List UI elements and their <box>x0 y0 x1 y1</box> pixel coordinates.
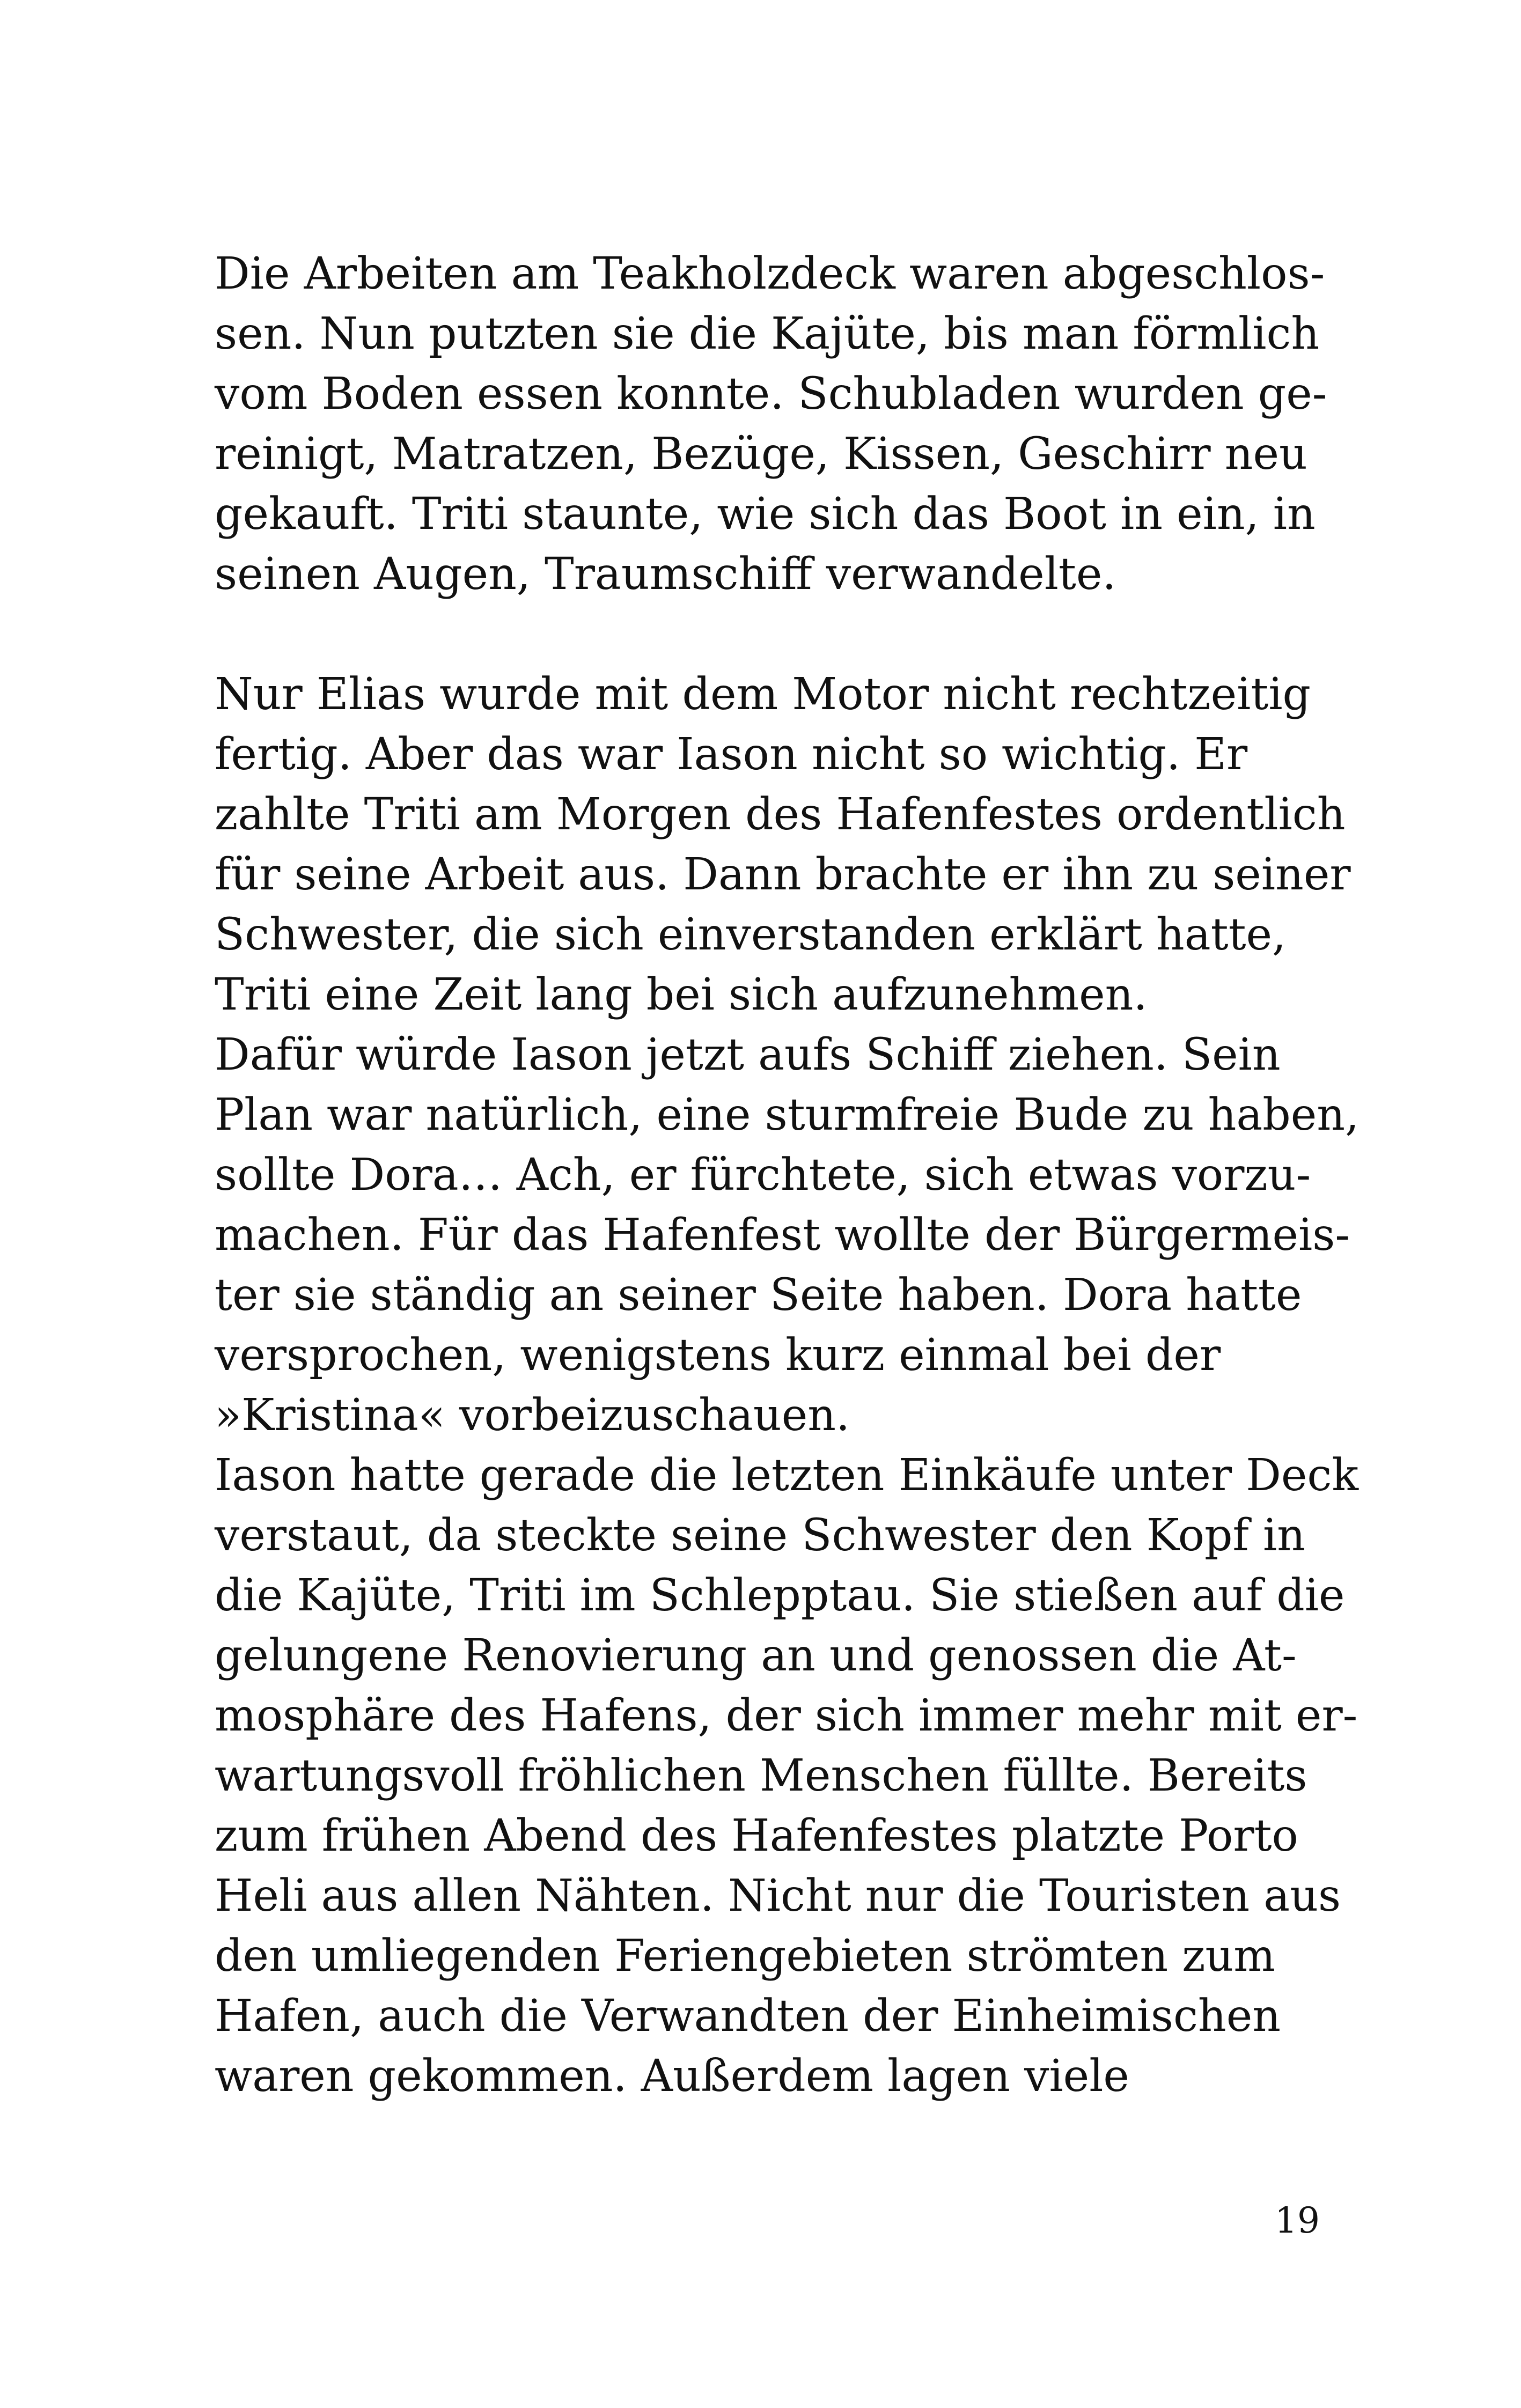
text-line: Nur Elias wurde mit dem Motor nicht rechtzeitig <box>215 669 1311 720</box>
text-line: Hafen, auch die Verwandten der Einheimischen <box>215 1991 1281 2042</box>
text-line: verstaut, da steckte seine Schwester den Kopf in <box>215 1510 1305 1561</box>
text-line: Heli aus allen Nähten. Nicht nur die Touristen aus <box>215 1871 1341 1921</box>
text-line: sen. Nun putzten sie die Kajüte, bis man förmlich <box>215 308 1320 359</box>
text-line: mosphäre des Hafens, der sich immer mehr mit er- <box>215 1690 1358 1741</box>
page-number: 19 <box>1275 2200 1320 2241</box>
text-line: wartungsvoll fröhlichen Menschen füllte. Bereits <box>215 1750 1307 1801</box>
paragraph-1 <box>215 244 1331 605</box>
text-line: sollte Dora… Ach, er fürchtete, sich etwas vorzu- <box>215 1150 1311 1201</box>
text-line: reinigt, Matratzen, Bezüge, Kissen, Geschirr neu <box>215 429 1307 480</box>
text-line: waren gekommen. Außerdem lagen viele <box>215 2051 1129 2102</box>
text-line: Plan war natürlich, eine sturmfreie Bude zu haben, <box>215 1089 1360 1140</box>
text-line: zahlte Triti am Morgen des Hafenfestes ordentlich <box>215 789 1346 840</box>
text-line: Die Arbeiten am Teakholzdeck waren abgeschlos- <box>215 248 1325 299</box>
text-line: machen. Für das Hafenfest wollte der Bürgermeis- <box>215 1210 1350 1261</box>
text-line: Triti eine Zeit lang bei sich aufzunehmen. <box>215 969 1148 1020</box>
text-line: versprochen, wenigstens kurz einmal bei der <box>215 1330 1221 1381</box>
text-line: vom Boden essen konnte. Schubladen wurden ge- <box>215 369 1327 419</box>
paragraph-gap <box>215 605 1331 665</box>
text-line: fertig. Aber das war Iason nicht so wichtig. Er <box>215 729 1248 780</box>
text-line: zum frühen Abend des Hafenfestes platzte Porto <box>215 1810 1298 1861</box>
text-line: ter sie ständig an seiner Seite haben. Dora hatte <box>215 1270 1302 1321</box>
text-line: Schwester, die sich einverstanden erklärt hatte, <box>215 909 1287 960</box>
text-line: Iason hatte gerade die letzten Einkäufe unter Deck <box>215 1450 1359 1501</box>
text-line: gelungene Renovierung an und genossen die At- <box>215 1630 1297 1681</box>
text-line: den umliegenden Feriengebieten strömten zum <box>215 1931 1275 1982</box>
body-text <box>215 244 1360 2107</box>
text-line: Dafür würde Iason jetzt aufs Schiff ziehen. Sein <box>215 1029 1281 1080</box>
text-line: die Kajüte, Triti im Schlepptau. Sie stießen auf die <box>215 1570 1345 1621</box>
text-line: »Kristina« vorbeizuschauen. <box>215 1390 850 1441</box>
text-line: für seine Arbeit aus. Dann brachte er ihn zu seiner <box>215 849 1351 900</box>
text-line: seinen Augen, Traumschiff verwandelte. <box>215 549 1116 600</box>
paragraph-2 <box>215 665 1360 2107</box>
text-line: gekauft. Triti staunte, wie sich das Boot in ein, in <box>215 489 1316 540</box>
